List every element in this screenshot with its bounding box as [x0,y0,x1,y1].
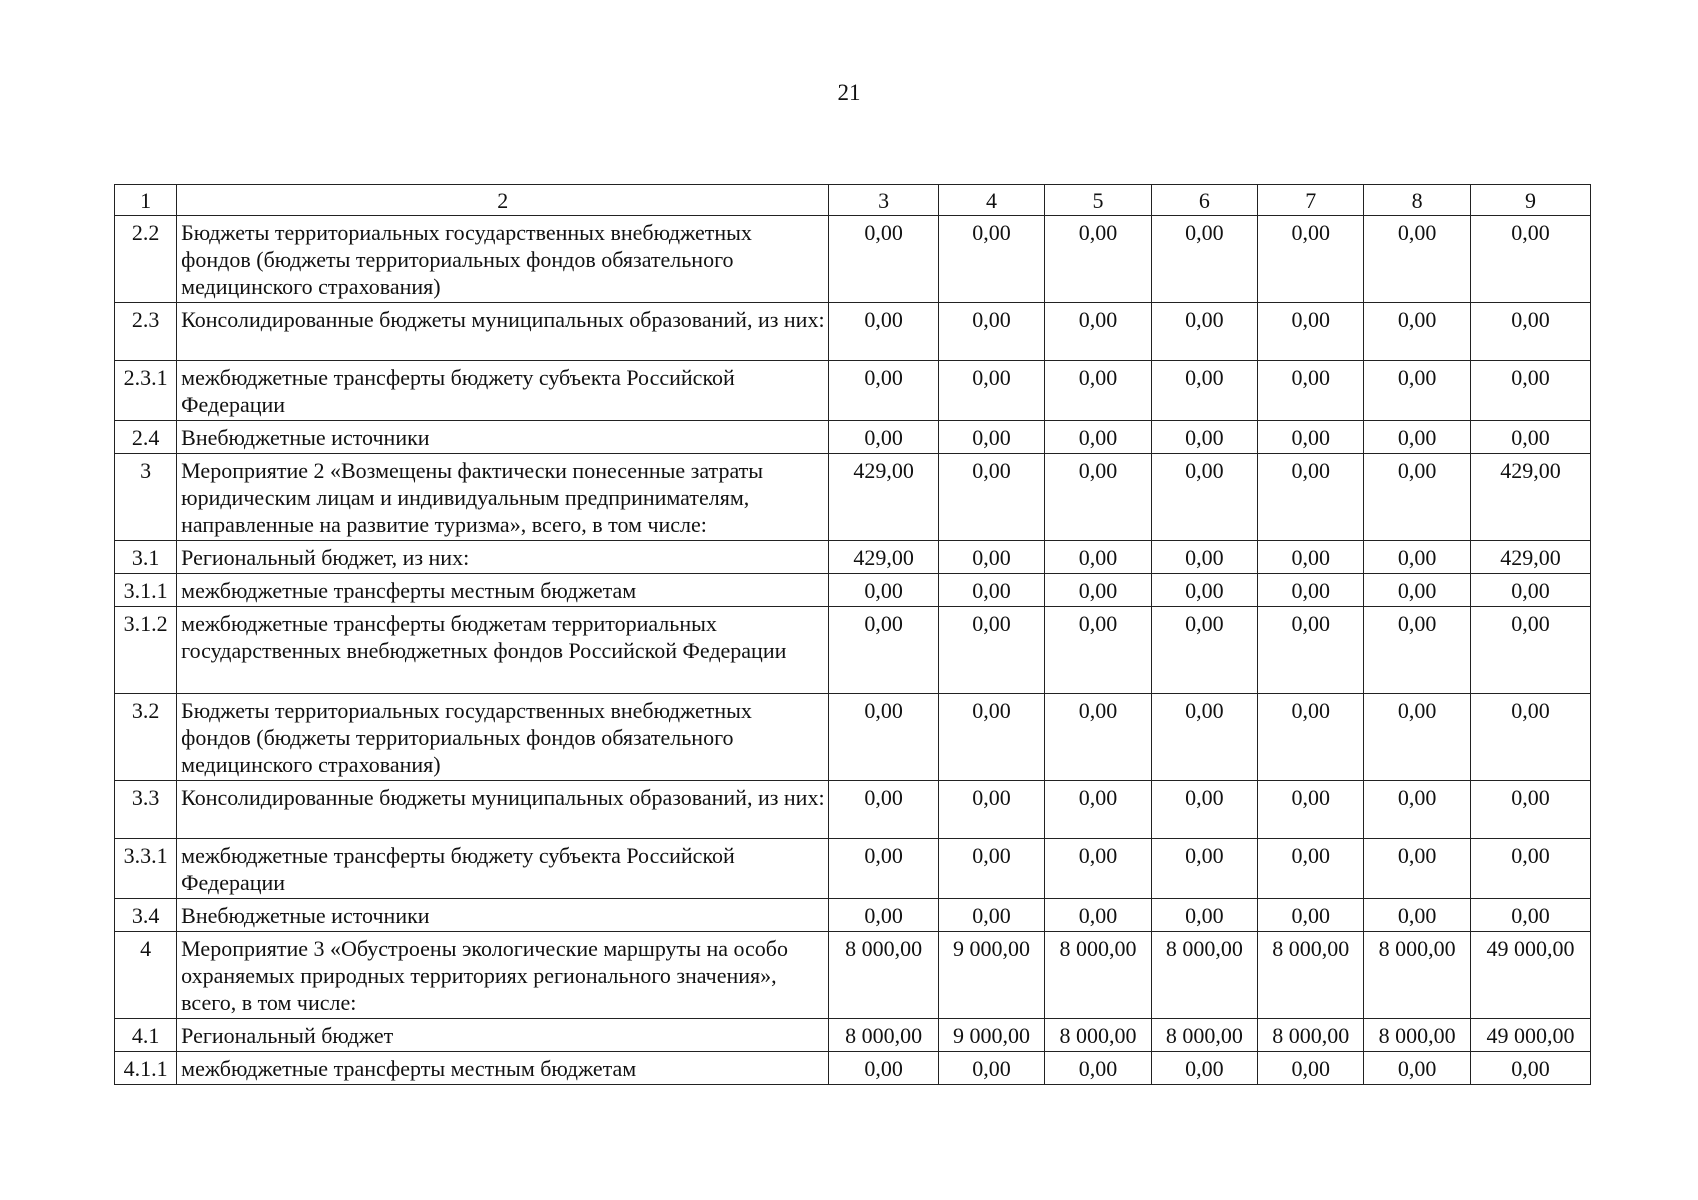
page-number: 21 [837,80,861,105]
value-cell: 0,00 [1151,303,1257,361]
value-cell: 0,00 [1364,421,1470,454]
row-name: Бюджеты территориальных государственных внебюджетных фондов (бюджеты территориальных фондов обязательного медицинского страхования) [177,694,829,781]
value-cell: 0,00 [1258,303,1364,361]
value-cell: 0,00 [829,1052,939,1085]
column-header: 1 [115,185,177,216]
value-cell: 0,00 [1045,361,1151,421]
value-cell: 0,00 [1470,574,1590,607]
table-row [115,694,1591,781]
value-cell: 0,00 [938,541,1044,574]
value-cell: 0,00 [829,421,939,454]
row-code: 3.3 [115,781,177,839]
value-cell: 0,00 [938,454,1044,541]
value-cell: 0,00 [1470,361,1590,421]
value-cell: 0,00 [1045,574,1151,607]
value-cell: 0,00 [938,361,1044,421]
value-cell: 0,00 [1151,839,1257,899]
value-cell: 0,00 [829,839,939,899]
row-name: Мероприятие 2 «Возмещены фактически понесенные затраты юридическим лицам и индивидуальным предпринимателям, направленные на развитие туризма», всего, в том числе: [177,454,829,541]
value-cell: 0,00 [1470,607,1590,694]
value-cell: 0,00 [1364,303,1470,361]
row-code: 2.3.1 [115,361,177,421]
table-header-row [115,185,1591,216]
column-header: 7 [1258,185,1364,216]
value-cell: 0,00 [1364,541,1470,574]
value-cell: 0,00 [1045,216,1151,303]
row-name: Внебюджетные источники [177,899,829,932]
value-cell: 0,00 [829,216,939,303]
column-header: 8 [1364,185,1470,216]
value-cell: 429,00 [1470,454,1590,541]
value-cell: 8 000,00 [829,1019,939,1052]
table-row [115,303,1591,361]
column-header: 2 [177,185,829,216]
value-cell: 0,00 [1258,839,1364,899]
table-row [115,932,1591,1019]
value-cell: 49 000,00 [1470,1019,1590,1052]
column-header: 5 [1045,185,1151,216]
value-cell: 0,00 [1258,454,1364,541]
value-cell: 0,00 [1151,781,1257,839]
value-cell: 0,00 [938,303,1044,361]
value-cell: 0,00 [938,781,1044,839]
value-cell: 0,00 [1151,1052,1257,1085]
value-cell: 0,00 [1045,303,1151,361]
value-cell: 0,00 [1364,781,1470,839]
value-cell: 0,00 [1151,454,1257,541]
value-cell: 0,00 [938,839,1044,899]
value-cell: 0,00 [1258,899,1364,932]
value-cell: 0,00 [1151,361,1257,421]
value-cell: 0,00 [1364,694,1470,781]
value-cell: 0,00 [1258,1052,1364,1085]
value-cell: 0,00 [1045,421,1151,454]
row-name: Внебюджетные источники [177,421,829,454]
value-cell: 0,00 [1470,899,1590,932]
value-cell: 0,00 [1470,421,1590,454]
row-code: 3 [115,454,177,541]
row-name: межбюджетные трансферты бюджету субъекта Российской Федерации [177,361,829,421]
row-code: 3.2 [115,694,177,781]
value-cell: 0,00 [938,574,1044,607]
value-cell: 8 000,00 [1364,1019,1470,1052]
row-name: Региональный бюджет, из них: [177,541,829,574]
value-cell: 0,00 [938,421,1044,454]
value-cell: 8 000,00 [1364,932,1470,1019]
table-row [115,421,1591,454]
value-cell: 0,00 [1470,839,1590,899]
table-row [115,574,1591,607]
row-name: Консолидированные бюджеты муниципальных образований, из них: [177,781,829,839]
value-cell: 0,00 [1151,574,1257,607]
value-cell: 429,00 [1470,541,1590,574]
value-cell: 0,00 [1151,421,1257,454]
column-header: 3 [829,185,939,216]
table-row [115,1052,1591,1085]
value-cell: 0,00 [1364,216,1470,303]
value-cell: 0,00 [1045,607,1151,694]
table-row [115,899,1591,932]
row-name: Региональный бюджет [177,1019,829,1052]
value-cell: 0,00 [829,574,939,607]
row-name: межбюджетные трансферты бюджету субъекта Российской Федерации [177,839,829,899]
value-cell: 0,00 [1364,607,1470,694]
value-cell: 0,00 [829,361,939,421]
value-cell: 8 000,00 [829,932,939,1019]
row-code: 2.2 [115,216,177,303]
value-cell: 0,00 [938,216,1044,303]
row-code: 3.4 [115,899,177,932]
value-cell: 0,00 [829,303,939,361]
table-row [115,839,1591,899]
column-header: 9 [1470,185,1590,216]
value-cell: 8 000,00 [1151,1019,1257,1052]
value-cell: 0,00 [1045,1052,1151,1085]
value-cell: 0,00 [938,607,1044,694]
value-cell: 0,00 [1151,216,1257,303]
value-cell: 9 000,00 [938,1019,1044,1052]
value-cell: 0,00 [1258,574,1364,607]
row-name: Бюджеты территориальных государственных внебюджетных фондов (бюджеты территориальных фондов обязательного медицинского страхования) [177,216,829,303]
value-cell: 0,00 [1151,541,1257,574]
row-code: 3.1.1 [115,574,177,607]
value-cell: 9 000,00 [938,932,1044,1019]
value-cell: 0,00 [1258,781,1364,839]
row-code: 2.4 [115,421,177,454]
column-header: 4 [938,185,1044,216]
value-cell: 8 000,00 [1045,932,1151,1019]
value-cell: 0,00 [1045,694,1151,781]
value-cell: 0,00 [1364,839,1470,899]
value-cell: 0,00 [1151,899,1257,932]
column-header: 6 [1151,185,1257,216]
value-cell: 0,00 [1045,781,1151,839]
table-row [115,541,1591,574]
row-name: Мероприятие 3 «Обустроены экологические маршруты на особо охраняемых природных территориях регионального значения», всего, в том числе: [177,932,829,1019]
value-cell: 0,00 [829,899,939,932]
row-code: 3.1.2 [115,607,177,694]
value-cell: 0,00 [829,607,939,694]
value-cell: 0,00 [1470,781,1590,839]
value-cell: 0,00 [1470,694,1590,781]
row-code: 4.1 [115,1019,177,1052]
row-code: 3.3.1 [115,839,177,899]
value-cell: 0,00 [938,694,1044,781]
row-name: межбюджетные трансферты местным бюджетам [177,574,829,607]
value-cell: 0,00 [829,694,939,781]
value-cell: 0,00 [938,1052,1044,1085]
table-row [115,1019,1591,1052]
value-cell: 429,00 [829,541,939,574]
value-cell: 8 000,00 [1151,932,1257,1019]
value-cell: 0,00 [1045,541,1151,574]
budget-table [114,184,1591,1085]
value-cell: 0,00 [1258,694,1364,781]
value-cell: 0,00 [1045,454,1151,541]
table-row [115,454,1591,541]
row-name: межбюджетные трансферты бюджетам территориальных государственных внебюджетных фондов Российской Федерации [177,607,829,694]
value-cell: 0,00 [1151,607,1257,694]
value-cell: 0,00 [1364,899,1470,932]
table-row [115,216,1591,303]
value-cell: 0,00 [1364,361,1470,421]
value-cell: 0,00 [829,781,939,839]
value-cell: 0,00 [1364,454,1470,541]
value-cell: 0,00 [1258,421,1364,454]
value-cell: 0,00 [1258,216,1364,303]
table-row [115,781,1591,839]
row-name: Консолидированные бюджеты муниципальных образований, из них: [177,303,829,361]
row-code: 2.3 [115,303,177,361]
value-cell: 0,00 [1258,541,1364,574]
value-cell: 0,00 [1258,361,1364,421]
value-cell: 429,00 [829,454,939,541]
value-cell: 8 000,00 [1045,1019,1151,1052]
value-cell: 0,00 [1470,1052,1590,1085]
row-code: 4.1.1 [115,1052,177,1085]
value-cell: 0,00 [1470,303,1590,361]
row-code: 4 [115,932,177,1019]
table-row [115,607,1591,694]
value-cell: 0,00 [1151,694,1257,781]
value-cell: 8 000,00 [1258,1019,1364,1052]
value-cell: 0,00 [938,899,1044,932]
value-cell: 0,00 [1045,899,1151,932]
value-cell: 0,00 [1258,607,1364,694]
value-cell: 49 000,00 [1470,932,1590,1019]
value-cell: 8 000,00 [1258,932,1364,1019]
value-cell: 0,00 [1364,1052,1470,1085]
table-row [115,361,1591,421]
value-cell: 0,00 [1364,574,1470,607]
value-cell: 0,00 [1045,839,1151,899]
value-cell: 0,00 [1470,216,1590,303]
row-code: 3.1 [115,541,177,574]
row-name: межбюджетные трансферты местным бюджетам [177,1052,829,1085]
